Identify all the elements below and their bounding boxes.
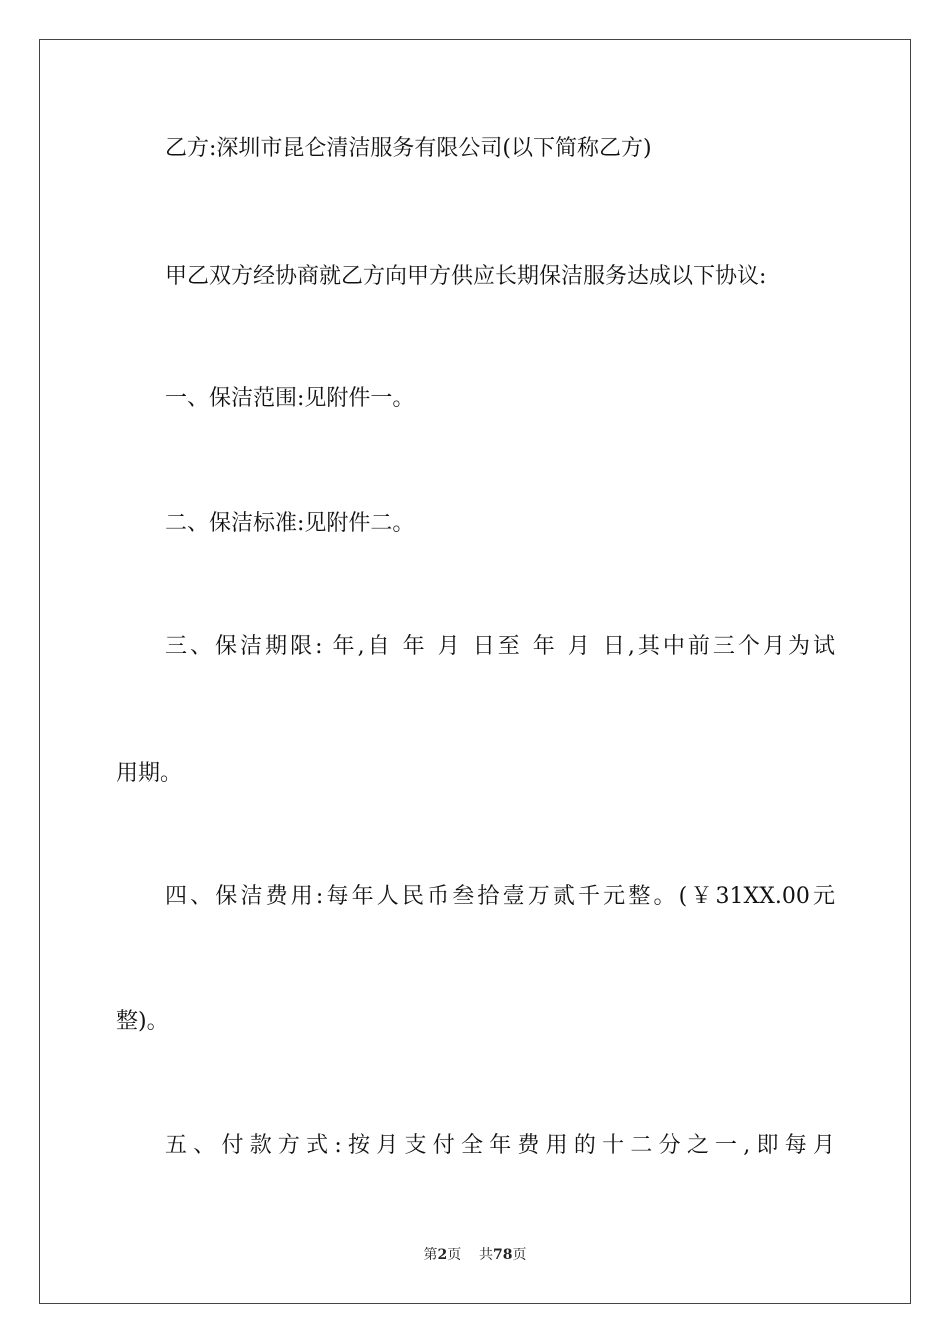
- footer-page-number: 2: [437, 1247, 448, 1263]
- paragraph-item-2: 二、保洁标准:见附件二。: [165, 511, 415, 536]
- footer-total-prefix: 共: [479, 1247, 494, 1263]
- page-footer: [0, 1246, 950, 1264]
- footer-page-prefix: 第: [423, 1247, 438, 1263]
- paragraph-item-4-line-1: 四、保洁费用:每年人民币叁拾壹万贰千元整。(￥31XX.00元: [165, 884, 835, 909]
- paragraph-party-b: 乙方:深圳市昆仑清洁服务有限公司(以下简称乙方): [165, 136, 652, 161]
- paragraph-item-3-line-2: 用期。: [116, 761, 183, 786]
- paragraph-item-5-line-1: 五、付款方式:按月支付全年费用的十二分之一,即每月: [165, 1133, 835, 1158]
- footer-page-suffix: 页: [447, 1247, 462, 1263]
- footer-total-suffix: 页: [512, 1247, 527, 1263]
- page-frame: [39, 39, 911, 1304]
- paragraph-item-4-line-2: 整)。: [116, 1009, 169, 1034]
- paragraph-item-1: 一、保洁范围:见附件一。: [165, 386, 415, 411]
- paragraph-item-3-line-1: 三、保洁期限: 年,自 年 月 日至 年 月 日,其中前三个月为试: [165, 634, 835, 659]
- paragraph-intro: 甲乙双方经协商就乙方向甲方供应长期保洁服务达成以下协议:: [165, 264, 767, 289]
- footer-total-pages: 78: [493, 1247, 513, 1263]
